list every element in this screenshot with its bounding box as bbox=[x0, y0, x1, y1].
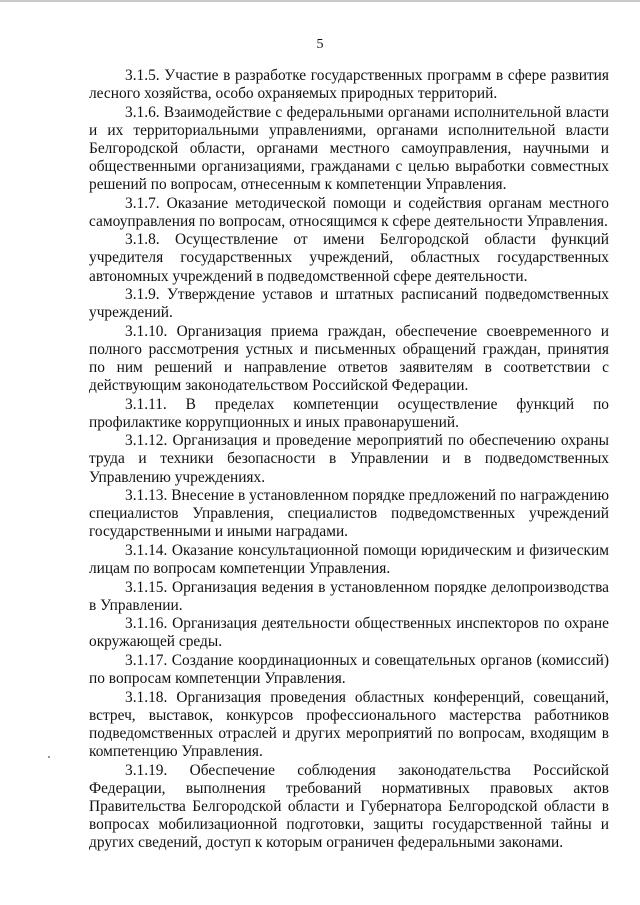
scan-speck bbox=[48, 756, 50, 758]
paragraph-3-1-14: 3.1.14. Оказание консультационной помощи юридическим и физическим лицам по вопросам компетенции Управления. bbox=[89, 541, 609, 578]
paragraph-3-1-16: 3.1.16. Организация деятельности общественных инспекторов по охране окружающей среды. bbox=[89, 615, 609, 651]
page-number: 5 bbox=[316, 37, 324, 52]
paragraph-3-1-18: 3.1.18. Организация проведения областных конференций, совещаний, встреч, выставок, конкурсов профессионального мастерства работников подведомственных отраслей и других мероприятий по вопросам, входящим в компетенцию Управления. bbox=[89, 688, 609, 760]
paragraph-3-1-15: 3.1.15. Организация ведения в установленном порядке делопроизводства в Управлении. bbox=[89, 578, 609, 614]
paragraph-3-1-11: 3.1.11. В пределах компетенции осуществление функций по профилактике коррупционных и иных правонарушений. bbox=[89, 395, 609, 431]
paragraph-3-1-13: 3.1.13. Внесение в установленном порядке предложений по награждению специалистов Управления, специалистов подведомственных учреждений государственными и иными наградами. bbox=[89, 487, 609, 541]
page-top-edge bbox=[0, 0, 640, 2]
paragraph-3-1-12: 3.1.12. Организация и проведение мероприятий по обеспечению охраны труда и техники безопасности в Управлении и в подведомственных Управлению учреждениях. bbox=[89, 432, 609, 486]
paragraph-3-1-10: 3.1.10. Организация приема граждан, обеспечение своевременного и полного рассмотрения устных и письменных обращений граждан, принятия по ним решений и направление ответов заявителям в соответствии с действующим законодательством Российской Федерации. bbox=[89, 322, 609, 395]
paragraph-3-1-8: 3.1.8. Осуществление от имени Белгородской области функций учредителя государственных учреждений, областных государственных автономных учреждений в подведомственной сфере деятельности. bbox=[89, 231, 609, 285]
paragraph-3-1-19: 3.1.19. Обеспечение соблюдения законодательства Российской Федерации, выполнения требований нормативных правовых актов Правительства Белгородской области и Губернатора Белгородской области в вопросах мобилизационной подготовки, защиты государственной тайны и других сведений, доступ к которым ограничен федеральными законами. bbox=[89, 761, 609, 851]
paragraph-3-1-17: 3.1.17. Создание координационных и совещательных органов (комиссий) по вопросам компетенции Управления. bbox=[89, 652, 609, 688]
document-body bbox=[89, 67, 609, 852]
paragraph-3-1-7: 3.1.7. Оказание методической помощи и содействия органам местного самоуправления по вопросам, относящимся к сфере деятельности Управления. bbox=[89, 194, 609, 230]
paragraph-3-1-6: 3.1.6. Взаимодействие с федеральными органами исполнительной власти и их территориальными управлениями, органами исполнительной власти Белгородской области, органами местного самоуправления, научными и общественными организациями, гражданами с целью выработки совместных решений по вопросам, отнесенным к компетенции Управления. bbox=[89, 103, 609, 194]
paragraph-3-1-5: 3.1.5. Участие в разработке государственных программ в сфере развития лесного хозяйства, особо охраняемых природных территорий. bbox=[89, 67, 609, 103]
paragraph-3-1-9: 3.1.9. Утверждение уставов и штатных расписаний подведомственных учреждений. bbox=[89, 286, 609, 322]
